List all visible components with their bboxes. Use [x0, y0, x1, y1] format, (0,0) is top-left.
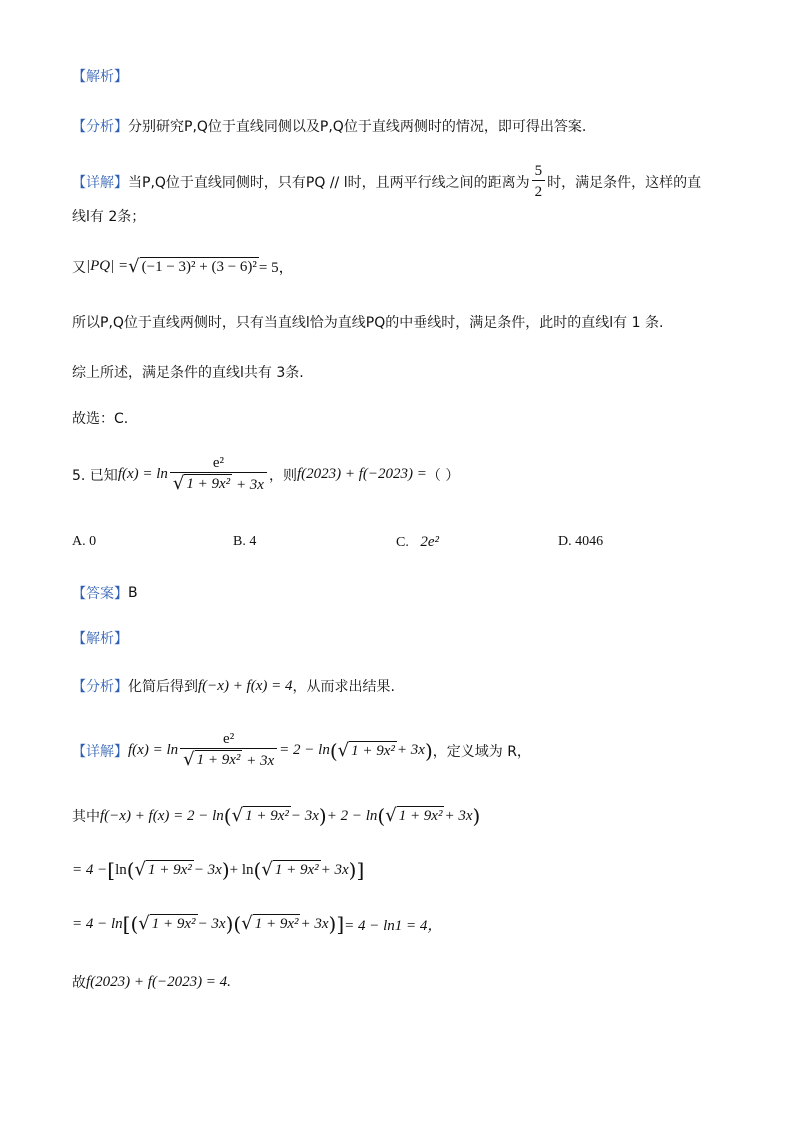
- l3-sqrt-2: [261, 860, 320, 880]
- plus-ln-label: + ln: [229, 861, 254, 878]
- option-c-value: 2e²: [420, 534, 439, 550]
- l4-radicand-1: 1 + 9x²: [151, 916, 196, 932]
- ln-label: ln: [115, 861, 127, 878]
- guxuan-text: 故选：C.: [72, 411, 129, 427]
- l2-sqrt-2: [385, 806, 444, 826]
- detail-line-3: [72, 858, 364, 882]
- q5-tail: ，则: [268, 467, 297, 484]
- d1-denominator: [180, 748, 277, 771]
- l3-start: = 4 −: [72, 861, 108, 878]
- d1-sqrt: [183, 750, 242, 770]
- l3-plus-3x: + 3x: [320, 861, 349, 878]
- fenxi-text-b: ，从而求出结果.: [292, 679, 395, 695]
- question-5: [72, 454, 459, 495]
- d1-numerator: e²: [223, 731, 235, 747]
- fenxi-line-1: [72, 116, 586, 136]
- sqrt-icon: √: [261, 859, 273, 880]
- sqrt-icon: √: [231, 805, 244, 826]
- l3-radicand-1: 1 + 9x²: [148, 862, 192, 878]
- sqrt-icon: √: [241, 913, 253, 934]
- xiangjie-text-c: 线l有 2条；: [72, 209, 146, 225]
- right-paren: ): [318, 804, 327, 828]
- left-bracket: [: [107, 858, 116, 882]
- answer-line: [72, 583, 138, 603]
- left-paren: (: [126, 858, 135, 882]
- l3-minus-3x: − 3x: [193, 861, 222, 878]
- d1-lhs: f(x) = ln: [128, 742, 179, 758]
- l4-plus-3x: + 3x: [300, 915, 329, 932]
- q5-sqrt: [173, 474, 232, 494]
- q5-radicand: 1 + 9x²: [186, 476, 231, 492]
- sqrt-icon: √: [128, 255, 140, 277]
- left-paren: (: [130, 912, 139, 936]
- suoyi-line: [72, 312, 663, 332]
- pq-expression: |PQ| =: [86, 258, 129, 274]
- l2-expression: f(−x) + f(x) = 2 − ln: [100, 807, 224, 824]
- l4-minus-3x: − 3x: [197, 915, 226, 932]
- q5-fraction: [170, 454, 267, 495]
- zongshang-text: 综上所述，满足条件的直线l共有 3条.: [72, 365, 304, 381]
- l2-minus-3x: − 3x: [290, 807, 319, 824]
- suoyi-text: 所以P,Q位于直线两侧时，只有当直线l恰为直线PQ的中垂线时，满足条件，此时的直线l有 1 条.: [72, 315, 664, 331]
- fenxi-text-a: 化简后得到: [128, 679, 198, 695]
- jiexi-heading-2: [72, 628, 128, 648]
- right-bracket: ]: [336, 912, 345, 936]
- fenxi-tag: 【分析】: [72, 119, 128, 135]
- pq-radicand: (−1 − 3)² + (3 − 6)²: [141, 258, 257, 275]
- left-paren: (: [233, 912, 242, 936]
- jiexi-tag: 【解析】: [72, 69, 128, 85]
- q5-numerator: e²: [212, 455, 225, 471]
- xiangjie-text-a: 当P,Q位于直线同侧时，只有PQ // l时，且两平行线之间的距离为: [128, 175, 530, 191]
- d1-sqrt-2: [338, 741, 397, 761]
- sqrt-icon: √: [183, 749, 195, 770]
- fraction-five-halves: [532, 162, 546, 202]
- fenxi-tag: 【分析】: [72, 679, 128, 695]
- you-prefix: 又: [72, 259, 86, 276]
- pq-distance-line: [72, 256, 294, 277]
- pq-result: = 5，: [258, 260, 294, 276]
- right-paren: ): [472, 804, 481, 828]
- zongshang-line: [72, 362, 304, 382]
- l4-radicand-2: 1 + 9x²: [254, 916, 299, 932]
- d1-radicand: 1 + 9x²: [196, 752, 241, 768]
- pq-sqrt: [128, 257, 259, 277]
- fraction-numerator: 5: [534, 163, 543, 179]
- l2-mid: + 2 − ln: [326, 807, 378, 824]
- l2-radicand-1: 1 + 9x²: [245, 808, 289, 824]
- l4-sqrt-2: [241, 914, 300, 934]
- option-d: D. 4046: [558, 534, 604, 549]
- left-paren: (: [223, 804, 232, 828]
- conclusion-expression: f(2023) + f(−2023) = 4.: [86, 973, 231, 990]
- guxuan-line: [72, 408, 128, 428]
- option-c: [396, 534, 439, 551]
- xiangjie-line-1: [72, 162, 701, 202]
- detail-line-4: [72, 912, 442, 936]
- sqrt-icon: √: [172, 473, 185, 494]
- fenxi-line-2: [72, 676, 395, 696]
- right-paren: ): [328, 912, 337, 936]
- d1-radicand-2: 1 + 9x²: [351, 742, 395, 759]
- right-paren: ): [225, 912, 234, 936]
- left-bracket: [: [122, 912, 131, 936]
- l3-radicand-2: 1 + 9x²: [274, 862, 319, 878]
- left-paren: (: [253, 858, 262, 882]
- option-a: A. 0: [72, 534, 97, 549]
- answer-tag: 【答案】: [72, 586, 128, 602]
- fenxi-text: 分别研究P,Q位于直线同侧以及P,Q位于直线两侧时的情况，即可得出答案.: [128, 119, 587, 135]
- option-c-label: C.: [396, 535, 409, 550]
- jiexi-tag: 【解析】: [72, 631, 128, 647]
- conclusion-line: [72, 972, 231, 992]
- sqrt-icon: √: [138, 913, 150, 934]
- l2-plus-3x: + 3x: [444, 807, 473, 824]
- fenxi-expression: f(−x) + f(x) = 4: [198, 677, 293, 694]
- xiangjie-text-b: 时，满足条件，这样的直: [547, 175, 702, 191]
- l4-end: = 4 − ln1 = 4，: [344, 917, 443, 934]
- d1-fraction: [180, 730, 277, 771]
- right-paren: ): [348, 858, 357, 882]
- left-paren: (: [329, 738, 338, 763]
- conclusion-prefix: 故: [72, 975, 86, 991]
- l4-start: = 4 − ln: [72, 915, 123, 932]
- option-b: B. 4: [233, 534, 257, 549]
- q5-paren: （ ）: [426, 467, 460, 484]
- right-paren: ): [424, 738, 433, 763]
- l4-sqrt-1: [138, 914, 197, 934]
- jiexi-heading-1: [72, 66, 128, 86]
- right-bracket: ]: [356, 858, 365, 882]
- q5-denominator-tail: + 3x: [235, 477, 264, 493]
- d1-plus-3x: + 3x: [396, 742, 425, 758]
- l2-radicand-2: 1 + 9x²: [398, 808, 443, 824]
- l2-sqrt-1: [232, 806, 291, 826]
- xiangjie-tag: 【详解】: [72, 175, 128, 191]
- q5-function: f(x) = ln: [117, 466, 168, 482]
- sqrt-icon: √: [134, 859, 147, 880]
- q5-ask: f(2023) + f(−2023) =: [296, 466, 427, 482]
- sqrt-icon: √: [385, 805, 397, 826]
- l3-sqrt-1: [135, 860, 194, 880]
- q5-denominator: [170, 472, 267, 495]
- detail-line-1: [72, 730, 531, 771]
- sqrt-icon: √: [337, 739, 350, 761]
- left-paren: (: [377, 804, 386, 828]
- question-prefix: 5. 已知: [72, 467, 118, 484]
- detail-line-2: [72, 804, 480, 828]
- right-paren: ): [221, 858, 230, 882]
- d1-tail: ，定义域为 R，: [432, 743, 531, 760]
- l2-prefix: 其中: [72, 809, 100, 825]
- d1-denominator-tail: + 3x: [246, 753, 275, 769]
- d1-equals: = 2 − ln: [279, 742, 330, 758]
- answer-value: B: [128, 585, 138, 601]
- xiangjie-line-2: [72, 206, 145, 226]
- xiangjie-tag: 【详解】: [72, 743, 128, 760]
- fraction-denominator: 2: [532, 180, 546, 202]
